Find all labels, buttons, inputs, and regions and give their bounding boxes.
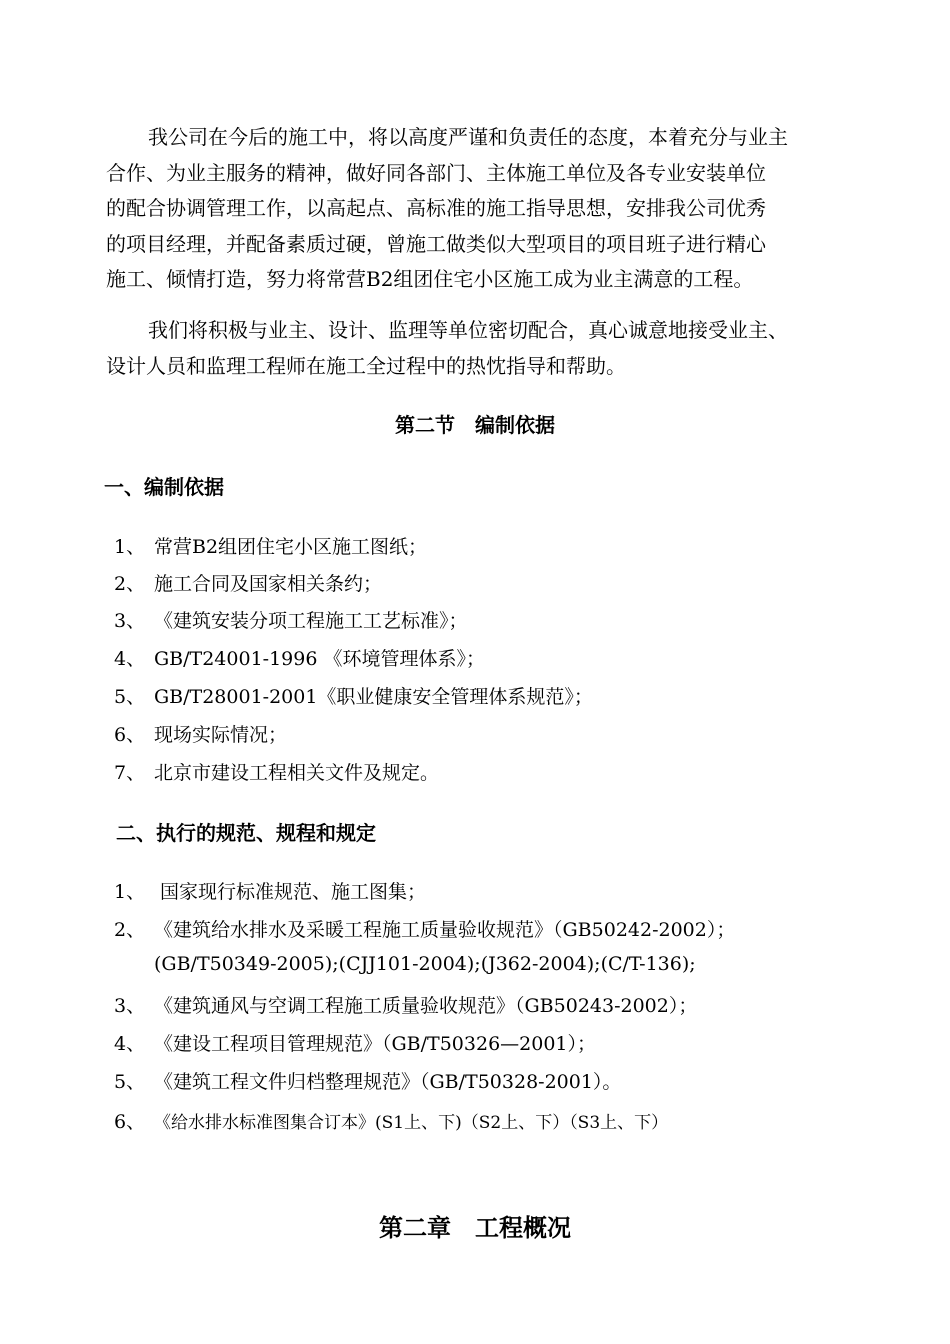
list-item <box>114 1107 668 1134</box>
item-text: 北京市建设工程相关文件及规定。 <box>154 762 440 784</box>
item-text: GB/T28001-2001《职业健康安全管理体系规范》； <box>154 686 593 708</box>
list-item <box>114 606 468 633</box>
item-text: 《建设工程项目管理规范》（GB/T50326—2001）； <box>154 1033 597 1055</box>
item-text: 国家现行标准规范、施工图集； <box>154 881 427 903</box>
item-number: 5、 <box>114 1071 146 1093</box>
item-number: 5、 <box>114 686 146 708</box>
text-line: 我们将积极与业主、设计、监理等单位密切配合，真心诚意地接受业主、 <box>148 318 788 342</box>
item-number: 2、 <box>114 919 146 941</box>
item-number: 4、 <box>114 648 146 670</box>
item-text: (GB/T50349-2005);(CJJ101-2004);(J362-2004);(C/T-136); <box>154 953 696 975</box>
item-text: 常营B2组团住宅小区施工图纸； <box>154 536 428 558</box>
item-number: 3、 <box>114 995 146 1017</box>
item-number: 7、 <box>114 762 146 784</box>
item-text: 现场实际情况； <box>154 724 288 746</box>
list-item <box>114 532 427 559</box>
text-line: 我公司在今后的施工中，将以高度严谨和负责任的态度，本着充分与业主 <box>148 125 788 149</box>
list-item <box>114 877 426 904</box>
list-item <box>114 1067 621 1094</box>
part1-heading: 一、编制依据 <box>104 475 224 499</box>
item-text: 施工合同及国家相关条约； <box>154 573 383 595</box>
item-number: 1、 <box>114 536 146 558</box>
text-line: 的项目经理，并配备素质过硬，曾施工做类似大型项目的项目班子进行精心 <box>106 231 766 256</box>
item-text: 《建筑安装分项工程施工工艺标准》； <box>154 610 468 632</box>
list-item <box>114 758 439 785</box>
item-text: GB/T24001-1996 《环境管理体系》； <box>154 648 485 670</box>
item-text: 《建筑给水排水及采暖工程施工质量验收规范》（GB50242-2002）； <box>154 919 736 941</box>
item-text: 《建筑工程文件归档整理规范》（GB/T50328-2001）。 <box>154 1071 622 1093</box>
item-number: 2、 <box>114 573 146 595</box>
list-item <box>114 915 735 942</box>
text-line: 的配合协调管理工作，以高起点、高标准的施工指导思想，安排我公司优秀 <box>106 196 766 220</box>
item-number: 6、 <box>114 1111 146 1133</box>
item-number: 6、 <box>114 724 146 746</box>
list-item <box>114 991 697 1018</box>
text-line: 设计人员和监理工程师在施工全过程中的热忱指导和帮助。 <box>106 353 626 378</box>
chapter-title: 第二章 工程概况 <box>379 1214 571 1242</box>
part2-heading: 二、执行的规范、规程和规定 <box>116 821 376 845</box>
intro-paragraph-2 <box>106 313 866 384</box>
text-line: 合作、为业主服务的精神，做好同各部门、主体施工单位及各专业安装单位 <box>106 160 766 185</box>
list-item-continuation <box>114 953 696 975</box>
list-item <box>114 569 382 596</box>
item-number: 1、 <box>114 881 146 903</box>
item-text: 《建筑通风与空调工程施工质量验收规范》（GB50243-2002）； <box>154 995 698 1017</box>
item-number: 4、 <box>114 1033 146 1055</box>
item-number: 3、 <box>114 610 146 632</box>
list-item <box>114 720 287 747</box>
section-title: 第二节 编制依据 <box>395 413 555 437</box>
list-item <box>114 644 485 671</box>
list-item <box>114 682 593 709</box>
list-item <box>114 1029 596 1056</box>
text-line: 施工、倾情打造，努力将常营B2组团住宅小区施工成为业主满意的工程。 <box>106 267 754 291</box>
item-text: 《给水排水标准图集合订本》(S1上、下)（S2上、下）（S3上、下） <box>154 1113 669 1133</box>
intro-paragraph-1 <box>106 120 866 298</box>
